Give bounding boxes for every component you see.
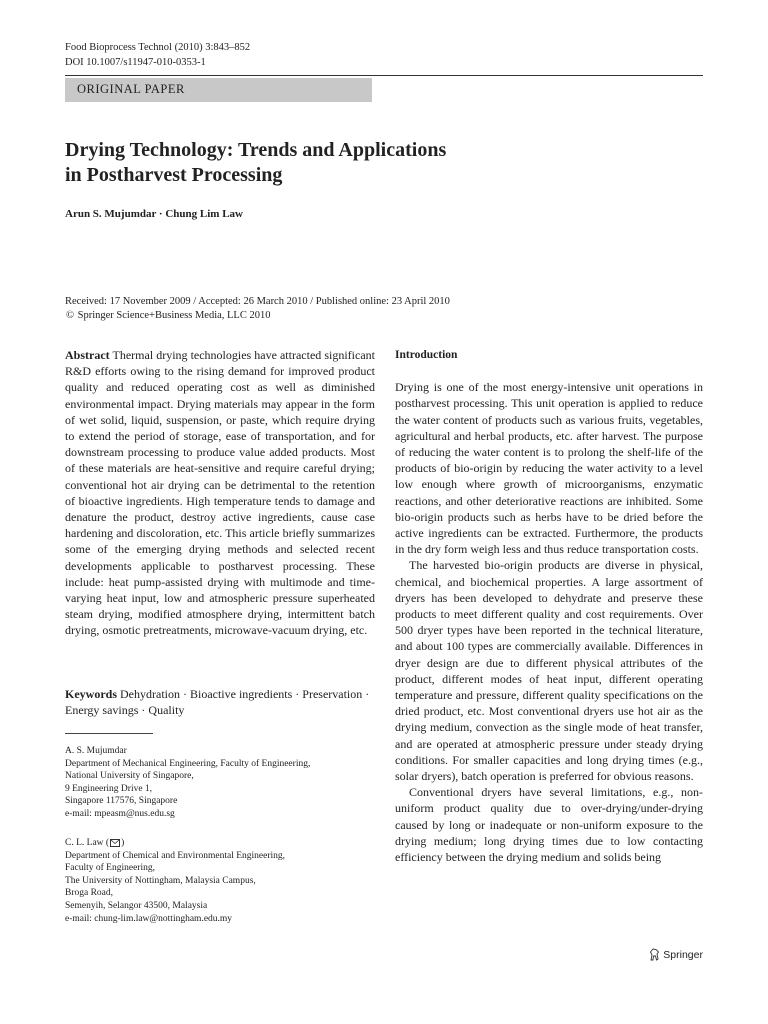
intro-paragraph-2: The harvested bio-origin products are diverse in physical, chemical, and biochemical properties. A large assortment of dryers has been developed to dehydrate and preserve these products to meet different quality and cost requirements. Over 500 dryer types have been reported in the technical literature, and about 100 types are commercially available. Differences in dryer design are due to different physical attributes of the product, different modes of heat input, different operating temperature and pressure, different quality specifications on the dried product, etc. Most conventional dryers use hot air as the drying medium, convection as the single mode of heat transfer, and are operated at atmospheric pressure under steady drying conditions. For smaller capacities and long drying times (e.g., solar dryers), batch operation is preferred for obvious reasons. bbox=[395, 558, 703, 784]
author-name: C. L. Law ( bbox=[65, 838, 110, 848]
introduction-column bbox=[395, 347, 703, 865]
affiliation-line: National University of Singapore, bbox=[65, 771, 194, 782]
affiliation-email: e-mail: chung-lim.law@nottingham.edu.my bbox=[65, 913, 233, 924]
copyright-icon: © bbox=[66, 310, 74, 321]
affiliation-line: Broga Road, bbox=[65, 888, 114, 899]
paper-type-banner: ORIGINAL PAPER bbox=[65, 78, 372, 102]
springer-horse-icon bbox=[649, 948, 660, 961]
journal-header bbox=[65, 40, 250, 70]
copyright-text: Springer Science+Business Media, LLC 2010 bbox=[77, 310, 271, 321]
header-rule bbox=[65, 75, 703, 76]
title-line-2: in Postharvest Processing bbox=[65, 164, 283, 186]
author-name-end: ) bbox=[121, 838, 125, 848]
introduction-heading: Introduction bbox=[395, 349, 458, 361]
paper-title bbox=[65, 138, 685, 188]
keywords bbox=[65, 686, 375, 718]
corresponding-author bbox=[65, 837, 285, 850]
publication-dates bbox=[65, 295, 450, 323]
affiliation-line: 9 Engineering Drive 1, bbox=[65, 783, 153, 794]
affiliation-mujumdar bbox=[65, 745, 310, 821]
envelope-icon bbox=[110, 839, 120, 847]
publisher-logo bbox=[649, 948, 703, 961]
abstract-text: Thermal drying technologies have attracted significant R&D efforts owing to the rising demand for improved product quality and reduced operating cost as well as diminished environmental impact. Drying materials may appear in the form of wet solid, liquid, suspension, or paste, which require drying to extend the period of storage, ease of transportation, and for downstream processing to produce value added products. Most of these materials are heat-sensitive and require careful drying; conventional hot air drying can be detrimental to the retention of bioactive ingredients. High temperature tends to damage and denature the product, destroy active ingredients, cause case hardening and discoloration, etc. This article briefly summarizes some of the emerging drying methods and selected recent developments applicable to postharvest processing. These include: heat pump-assisted drying with multimode and time-varying heat input, low and atmospheric pressure superheated steam drying, modified atmosphere drying, intermittent batch drying, osmotic pretreatments, microwave-vacuum drying, etc. bbox=[65, 348, 375, 638]
affiliation-line: Department of Mechanical Engineering, Faculty of Engineering, bbox=[65, 758, 311, 769]
affiliation-law bbox=[65, 837, 285, 925]
affiliation-line: Semenyih, Selangor 43500, Malaysia bbox=[65, 900, 208, 911]
affiliation-line: Singapore 117576, Singapore bbox=[65, 796, 178, 807]
affiliation-line: A. S. Mujumdar bbox=[65, 746, 127, 756]
affiliation-line: The University of Nottingham, Malaysia Campus, bbox=[65, 875, 256, 886]
keywords-text: Dehydration · Bioactive ingredients · Preservation · Energy savings · Quality bbox=[65, 687, 370, 718]
affiliation-line: Department of Chemical and Environmental Engineering, bbox=[65, 850, 286, 861]
title-line-1: Drying Technology: Trends and Applications bbox=[65, 139, 447, 161]
abstract-label: Abstract bbox=[65, 348, 110, 362]
intro-paragraph-1: Drying is one of the most energy-intensive unit operations in postharvest processing. This unit operation is applied to reduce the water content of products such as various fruits, vegetables, agricultural and herbal products, etc. after harvest. The purpose of reducing the water content is to prolong the shelf-life of the products of bio-origin by reducing the water activity to a level low enough where growth of microorganisms, enzymatic reactions, and other deteriorative reactions are inhibited. Some bio-origin products such as herbs have to be dried before the active ingredients can be extracted. Furthermore, the products in the dry form weigh less and thus reduce transportation costs. bbox=[395, 380, 703, 557]
authors: Arun S. Mujumdar · Chung Lim Law bbox=[65, 208, 243, 220]
affiliation-email: e-mail: mpeasm@nus.edu.sg bbox=[65, 808, 175, 819]
received-line: Received: 17 November 2009 / Accepted: 26 March 2010 / Published online: 23 April 2010 bbox=[65, 296, 450, 307]
footnote-rule bbox=[65, 733, 153, 734]
journal-citation: Food Bioprocess Technol (2010) 3:843–852 bbox=[65, 42, 251, 53]
copyright-line bbox=[65, 309, 450, 323]
keywords-label: Keywords bbox=[65, 687, 117, 701]
abstract bbox=[65, 347, 375, 639]
affiliation-line: Faculty of Engineering, bbox=[65, 863, 155, 874]
publisher-name: Springer bbox=[663, 948, 703, 961]
doi: DOI 10.1007/s11947-010-0353-1 bbox=[65, 57, 206, 68]
abstract-column bbox=[65, 347, 375, 639]
intro-paragraph-3: Conventional dryers have several limitations, e.g., non-uniform product quality due to over-drying/under-drying caused by long or inadequate or non-uniform exposure to the drying medium; long drying times due to low contacting efficiency between the drying medium and solids being bbox=[395, 785, 703, 865]
